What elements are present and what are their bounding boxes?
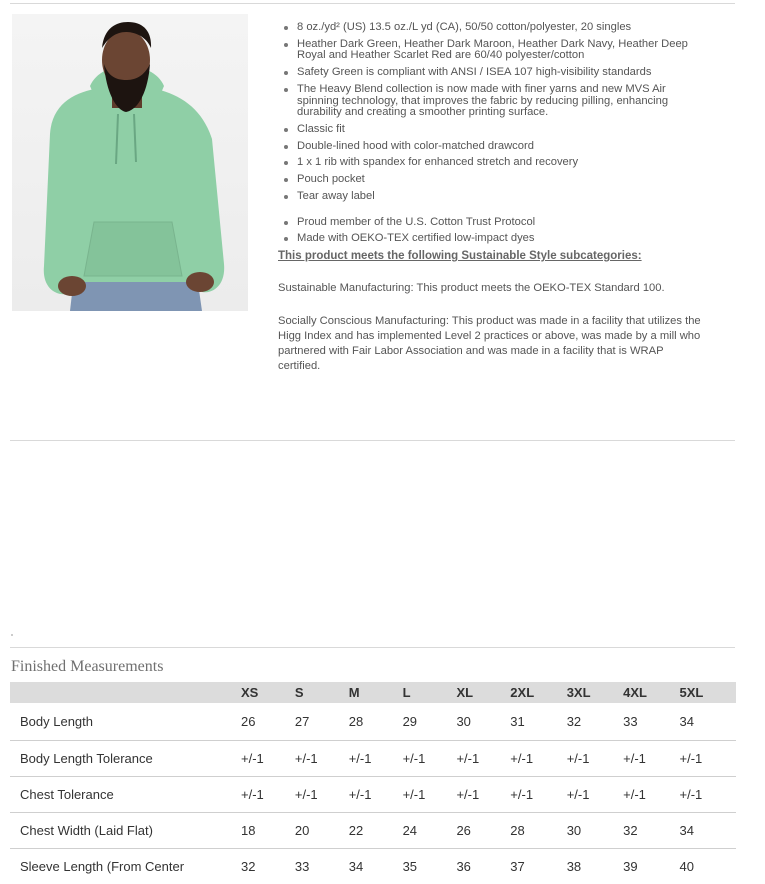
table-cell: +/-1 [241, 741, 295, 777]
size-header: 5XL [680, 682, 736, 703]
row-label: Body Length [10, 703, 241, 741]
certification-item: Made with OEKO-TEX certified low-impact dyes [278, 233, 708, 245]
table-cell: 26 [241, 703, 295, 741]
table-cell: 32 [623, 813, 679, 849]
row-label: Sleeve Length (From Center [10, 849, 241, 884]
table-cell: +/-1 [295, 777, 349, 813]
table-cell: 36 [456, 849, 510, 884]
certification-item: Proud member of the U.S. Cotton Trust Protocol [278, 217, 708, 229]
feature-item: Classic fit [278, 124, 708, 136]
size-header: 3XL [567, 682, 623, 703]
table-cell: +/-1 [403, 741, 457, 777]
table-cell: 32 [241, 849, 295, 884]
table-cell: 31 [510, 703, 566, 741]
table-cell: 24 [403, 813, 457, 849]
size-header-spacer [10, 682, 241, 703]
table-cell: +/-1 [403, 777, 457, 813]
product-image [12, 14, 248, 311]
top-divider [10, 3, 735, 4]
table-row [10, 741, 736, 777]
table-cell: 33 [295, 849, 349, 884]
table-row [10, 849, 736, 884]
feature-item: Double-lined hood with color-matched drawcord [278, 141, 708, 153]
size-header: L [403, 682, 457, 703]
row-label: Body Length Tolerance [10, 741, 241, 777]
table-row [10, 703, 736, 741]
size-header: 4XL [623, 682, 679, 703]
table-cell: +/-1 [349, 741, 403, 777]
table-row [10, 777, 736, 813]
feature-item: Tear away label [278, 191, 708, 203]
table-row [10, 813, 736, 849]
table-cell: 37 [510, 849, 566, 884]
table-cell: +/-1 [456, 741, 510, 777]
table-cell: 39 [623, 849, 679, 884]
size-header-row [10, 682, 736, 703]
hoodie-pocket [84, 222, 182, 276]
measurements-divider [10, 647, 735, 648]
table-cell: 30 [456, 703, 510, 741]
measurements-title: Finished Measurements [11, 658, 163, 676]
left-hand [58, 276, 86, 296]
table-cell: +/-1 [456, 777, 510, 813]
socially-conscious-text: Socially Conscious Manufacturing: This product was made in a facility that utilizes the Higg Index and has implemented Level 2 practices or above, was made by a mill who partnered with Fair Labor Association and was made in a facility that is WRAP certified. [278, 314, 703, 375]
section-divider [10, 440, 735, 441]
sustainable-manufacturing-text: Sustainable Manufacturing: This product meets the OEKO-TEX Standard 100. [278, 281, 703, 296]
table-cell: 33 [623, 703, 679, 741]
size-header: M [349, 682, 403, 703]
feature-item: 1 x 1 rib with spandex for enhanced stretch and recovery [278, 157, 708, 169]
table-cell: +/-1 [623, 741, 679, 777]
size-header: 2XL [510, 682, 566, 703]
table-cell: +/-1 [349, 777, 403, 813]
table-cell: 26 [456, 813, 510, 849]
table-cell: +/-1 [567, 777, 623, 813]
product-details [278, 22, 708, 375]
table-cell: +/-1 [567, 741, 623, 777]
table-cell: 34 [349, 849, 403, 884]
row-label: Chest Width (Laid Flat) [10, 813, 241, 849]
table-cell: 38 [567, 849, 623, 884]
feature-item: Pouch pocket [278, 174, 708, 186]
table-cell: 35 [403, 849, 457, 884]
table-cell: +/-1 [295, 741, 349, 777]
table-cell: +/-1 [680, 741, 736, 777]
feature-item: 8 oz./yd² (US) 13.5 oz./L yd (CA), 50/50 cotton/polyester, 20 singles [278, 22, 708, 34]
feature-item: Heather Dark Green, Heather Dark Maroon, Heather Dark Navy, Heather Deep Royal and Heather Scarlet Red are 60/40 polyester/cotton [278, 39, 708, 62]
table-cell: +/-1 [680, 777, 736, 813]
size-header: XS [241, 682, 295, 703]
row-label: Chest Tolerance [10, 777, 241, 813]
table-cell: +/-1 [623, 777, 679, 813]
feature-list [278, 22, 708, 203]
table-cell: 28 [349, 703, 403, 741]
table-cell: 22 [349, 813, 403, 849]
table-cell: 40 [680, 849, 736, 884]
table-cell: 30 [567, 813, 623, 849]
table-cell: +/-1 [241, 777, 295, 813]
table-cell: 29 [403, 703, 457, 741]
table-cell: 34 [680, 703, 736, 741]
table-cell: 32 [567, 703, 623, 741]
size-header: S [295, 682, 349, 703]
feature-item: The Heavy Blend collection is now made with finer yarns and new MVS Air spinning technology, that improves the fabric by reducing pilling, enhancing durability and creating a smoother printing surface. [278, 84, 708, 119]
table-cell: 20 [295, 813, 349, 849]
divider-dot [11, 634, 13, 636]
table-cell: +/-1 [510, 777, 566, 813]
measurements-table [10, 682, 736, 884]
table-cell: 28 [510, 813, 566, 849]
table-cell: +/-1 [510, 741, 566, 777]
table-cell: 18 [241, 813, 295, 849]
table-cell: 34 [680, 813, 736, 849]
model-hoodie-illustration [12, 14, 248, 311]
sustainable-style-heading: This product meets the following Sustainable Style subcategories: [278, 251, 708, 263]
size-header: XL [456, 682, 510, 703]
feature-item: Safety Green is compliant with ANSI / ISEA 107 high-visibility standards [278, 67, 708, 79]
certification-list [278, 217, 708, 245]
right-hand [186, 272, 214, 292]
table-cell: 27 [295, 703, 349, 741]
